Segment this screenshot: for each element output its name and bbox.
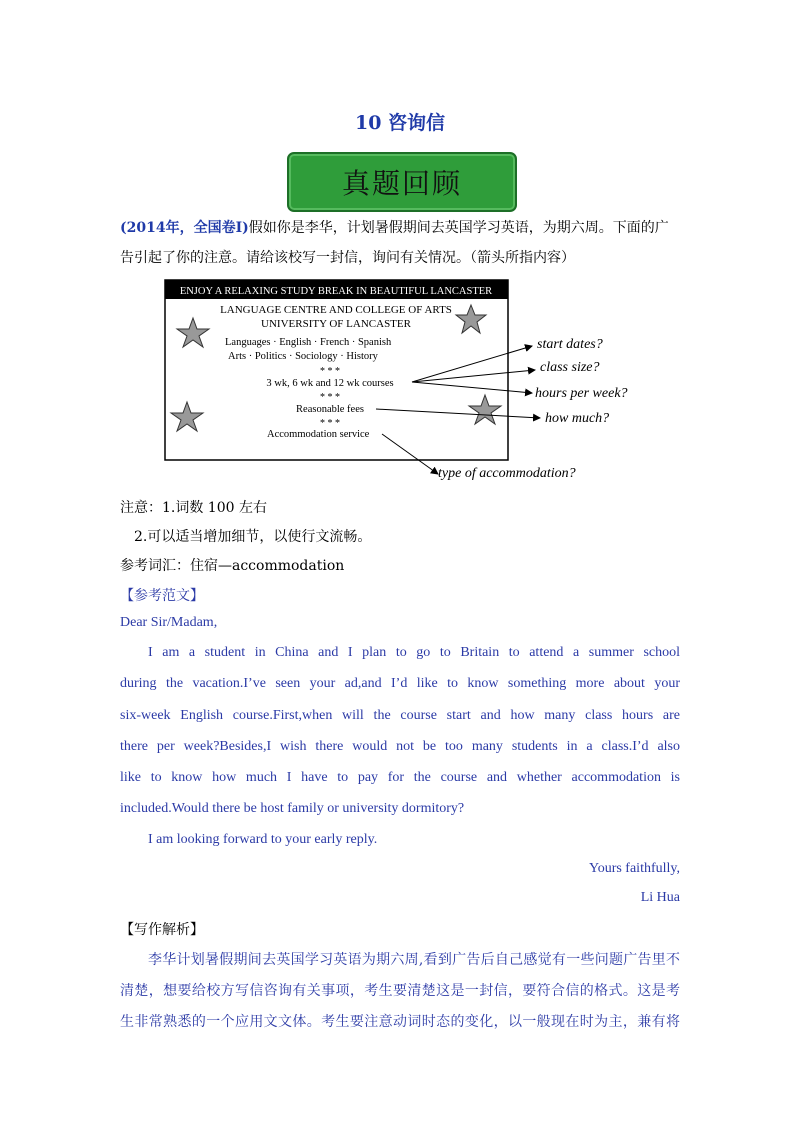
letter-greeting: Dear Sir/Madam, [120,615,218,630]
letter-signature: Li Hua [640,890,680,905]
ad-sep-3: * * * [320,418,340,429]
letter-line: six-week English course.First,when will the course start and how many class hours are [120,708,680,723]
ad-sep-2: * * * [320,392,340,403]
note-type-of-accommodation: type of accommodation? [438,466,576,481]
letter-line: included.Would there be host family or university dormitory? [120,801,465,816]
note-start-dates: start dates? [537,337,603,352]
analysis-line: 清楚，想要给校方写信咨询有关事项，考生要清楚这是一封信，要符合信的格式。这是考 [120,983,680,999]
ad-accommodation: Accommodation service [267,429,370,440]
vocabulary-note: 参考词汇：住宿—accommodation [120,558,345,574]
note-line-2: 2.可以适当增加细节，以使行文流畅。 [134,529,372,545]
note-line-1: 注意：1.词数 100 左右 [120,500,267,516]
ad-courses: 3 wk, 6 wk and 12 wk courses [266,378,394,389]
document-title: 10 咨询信 [354,112,446,134]
question-text-1: 假如你是李华，计划暑假期间去英国学习英语，为期六周。下面的广 [248,220,669,236]
ad-fees: Reasonable fees [296,404,364,415]
question-line-1 [120,219,669,237]
letter-line: I am a student in China and I plan to go to Britain to attend a summer school [148,645,680,660]
ad-school-2: UNIVERSITY OF LANCASTER [261,318,411,330]
ad-subjects-2: Arts · Politics · Sociology · History [228,351,378,362]
letter-sign-off: Yours faithfully, [588,861,680,876]
analysis-line: 生非常熟悉的一个应用文文体。考生要注意动词时态的变化，以一般现在时为主，兼有将 [120,1014,680,1030]
ad-subjects-1: Languages · English · French · Spanish [225,337,392,348]
letter-line: during the vacation.I’ve seen your ad,and I’d like to know something more about your [120,676,680,691]
note-how-much: how much? [545,411,610,426]
ad-school-1: LANGUAGE CENTRE AND COLLEGE OF ARTS [220,304,452,316]
advertisement-svg [120,278,650,488]
sample-heading: 【参考范文】 [120,588,204,604]
note-class-size: class size? [540,360,600,375]
analysis-heading: 【写作解析】 [120,922,204,938]
letter-line: like to know how much I have to pay for the course and whether accommodation is [120,770,680,785]
question-source: (2014年，全国卷I) [120,220,249,236]
analysis-line: 李华计划暑假期间去英国学习英语为期六周,看到广告后自己感觉有一些问题广告里不 [148,952,680,968]
letter-closing-line: I am looking forward to your early reply. [148,832,378,847]
question-line-2: 告引起了你的注意。请给该校写一封信，询问有关情况。（箭头所指内容） [120,250,575,266]
advertisement-figure [120,278,650,488]
ad-header: ENJOY A RELAXING STUDY BREAK IN BEAUTIFUL LANCASTER [179,286,493,297]
section-banner: 真题回顾 [287,152,517,212]
note-hours-per-week: hours per week? [535,386,628,401]
ad-sep-1: * * * [320,366,340,377]
letter-line: there per week?Besides,I wish there would not be too many students in a class.I’d also [120,739,680,754]
